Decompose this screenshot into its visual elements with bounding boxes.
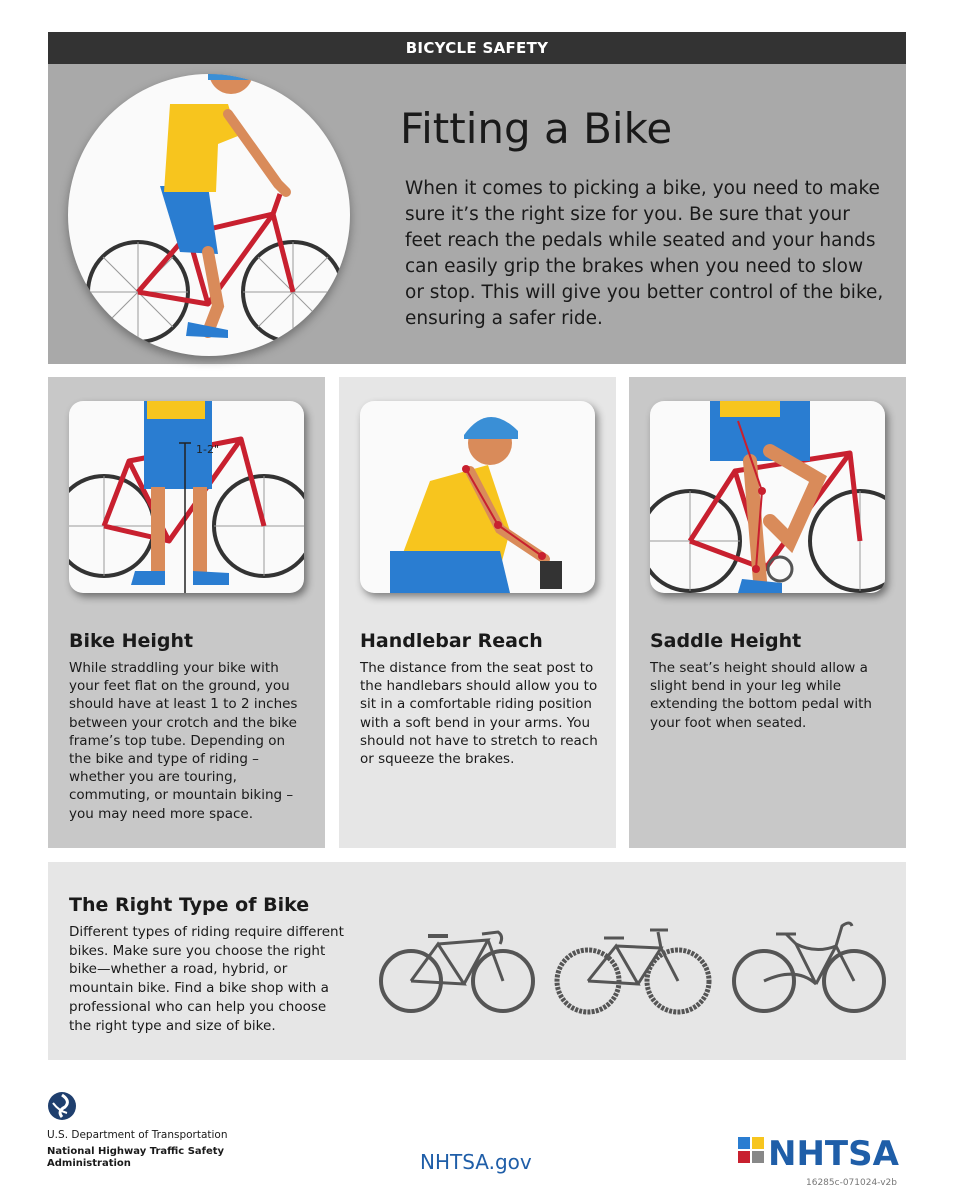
nhtsa-logo-text: NHTSA	[768, 1135, 899, 1171]
mountain-bike-icon	[734, 923, 884, 1011]
sub-agency-name: National Highway Traffic Safety Administration	[47, 1146, 225, 1169]
gap-measure-label: 1-2"	[196, 443, 220, 456]
dot-seal-icon	[47, 1091, 77, 1121]
agency-name: U.S. Department of Transportation	[47, 1129, 228, 1141]
cyclist-illustration-icon	[68, 74, 350, 356]
page-title: Fitting a Bike	[400, 104, 673, 153]
bike-height-icon	[69, 401, 304, 593]
nhtsa-logo-icon	[738, 1135, 908, 1171]
card-bike-height	[48, 377, 325, 848]
section-text: Different types of riding require different bikes. Make sure you choose the right bike—whether a road, hybrid, or mountain bike. Find a bike shop with a professional who can help you choose the right type and size of bike.	[69, 924, 344, 1034]
banner-label: BICYCLE SAFETY	[405, 39, 549, 57]
hybrid-bike-icon	[557, 930, 709, 1012]
card-title: Bike Height	[69, 630, 194, 652]
handlebar-reach-illustration	[360, 401, 595, 593]
section-banner	[48, 32, 906, 64]
intro-paragraph: When it comes to picking a bike, you need to make sure it’s the right size for you. Be sure that your feet reach the pedals while seated and your hands can easily grip the brakes when you need to slow or stop. This will give you better control of the bike, ensuring a safer ride.	[405, 178, 884, 329]
document-code: 16285c-071024-v2b	[806, 1178, 897, 1188]
card-handlebar-reach	[339, 377, 616, 848]
card-saddle-height	[629, 377, 906, 848]
bike-types-row	[376, 906, 896, 1016]
section-title: The Right Type of Bike	[69, 894, 310, 916]
bike-height-illustration	[69, 401, 304, 593]
road-bike-icon	[381, 932, 533, 1011]
hero-illustration	[68, 74, 350, 356]
card-text: The seat’s height should allow a slight bend in your leg while extending the bottom pedal with your foot when seated.	[650, 660, 872, 731]
card-title: Handlebar Reach	[360, 630, 543, 652]
handlebar-reach-icon	[360, 401, 595, 593]
card-text: While straddling your bike with your feet flat on the ground, you should have at least 1 to 2 inches between your crotch and the bike frame’s top tube. Depending on the bike and type of riding – whether you are touring, commuting, or mountain biking – you may need more space.	[69, 660, 298, 822]
website-link[interactable]: NHTSA.gov	[420, 1150, 532, 1174]
saddle-height-icon	[650, 401, 885, 593]
saddle-height-illustration	[650, 401, 885, 593]
card-title: Saddle Height	[650, 630, 802, 652]
card-text: The distance from the seat post to the handlebars should allow you to sit in a comfortable riding position with a soft bend in your arms. You should not have to stretch to reach or squeeze the brakes.	[360, 660, 598, 768]
hero-panel	[48, 64, 906, 364]
right-type-panel	[48, 862, 906, 1060]
